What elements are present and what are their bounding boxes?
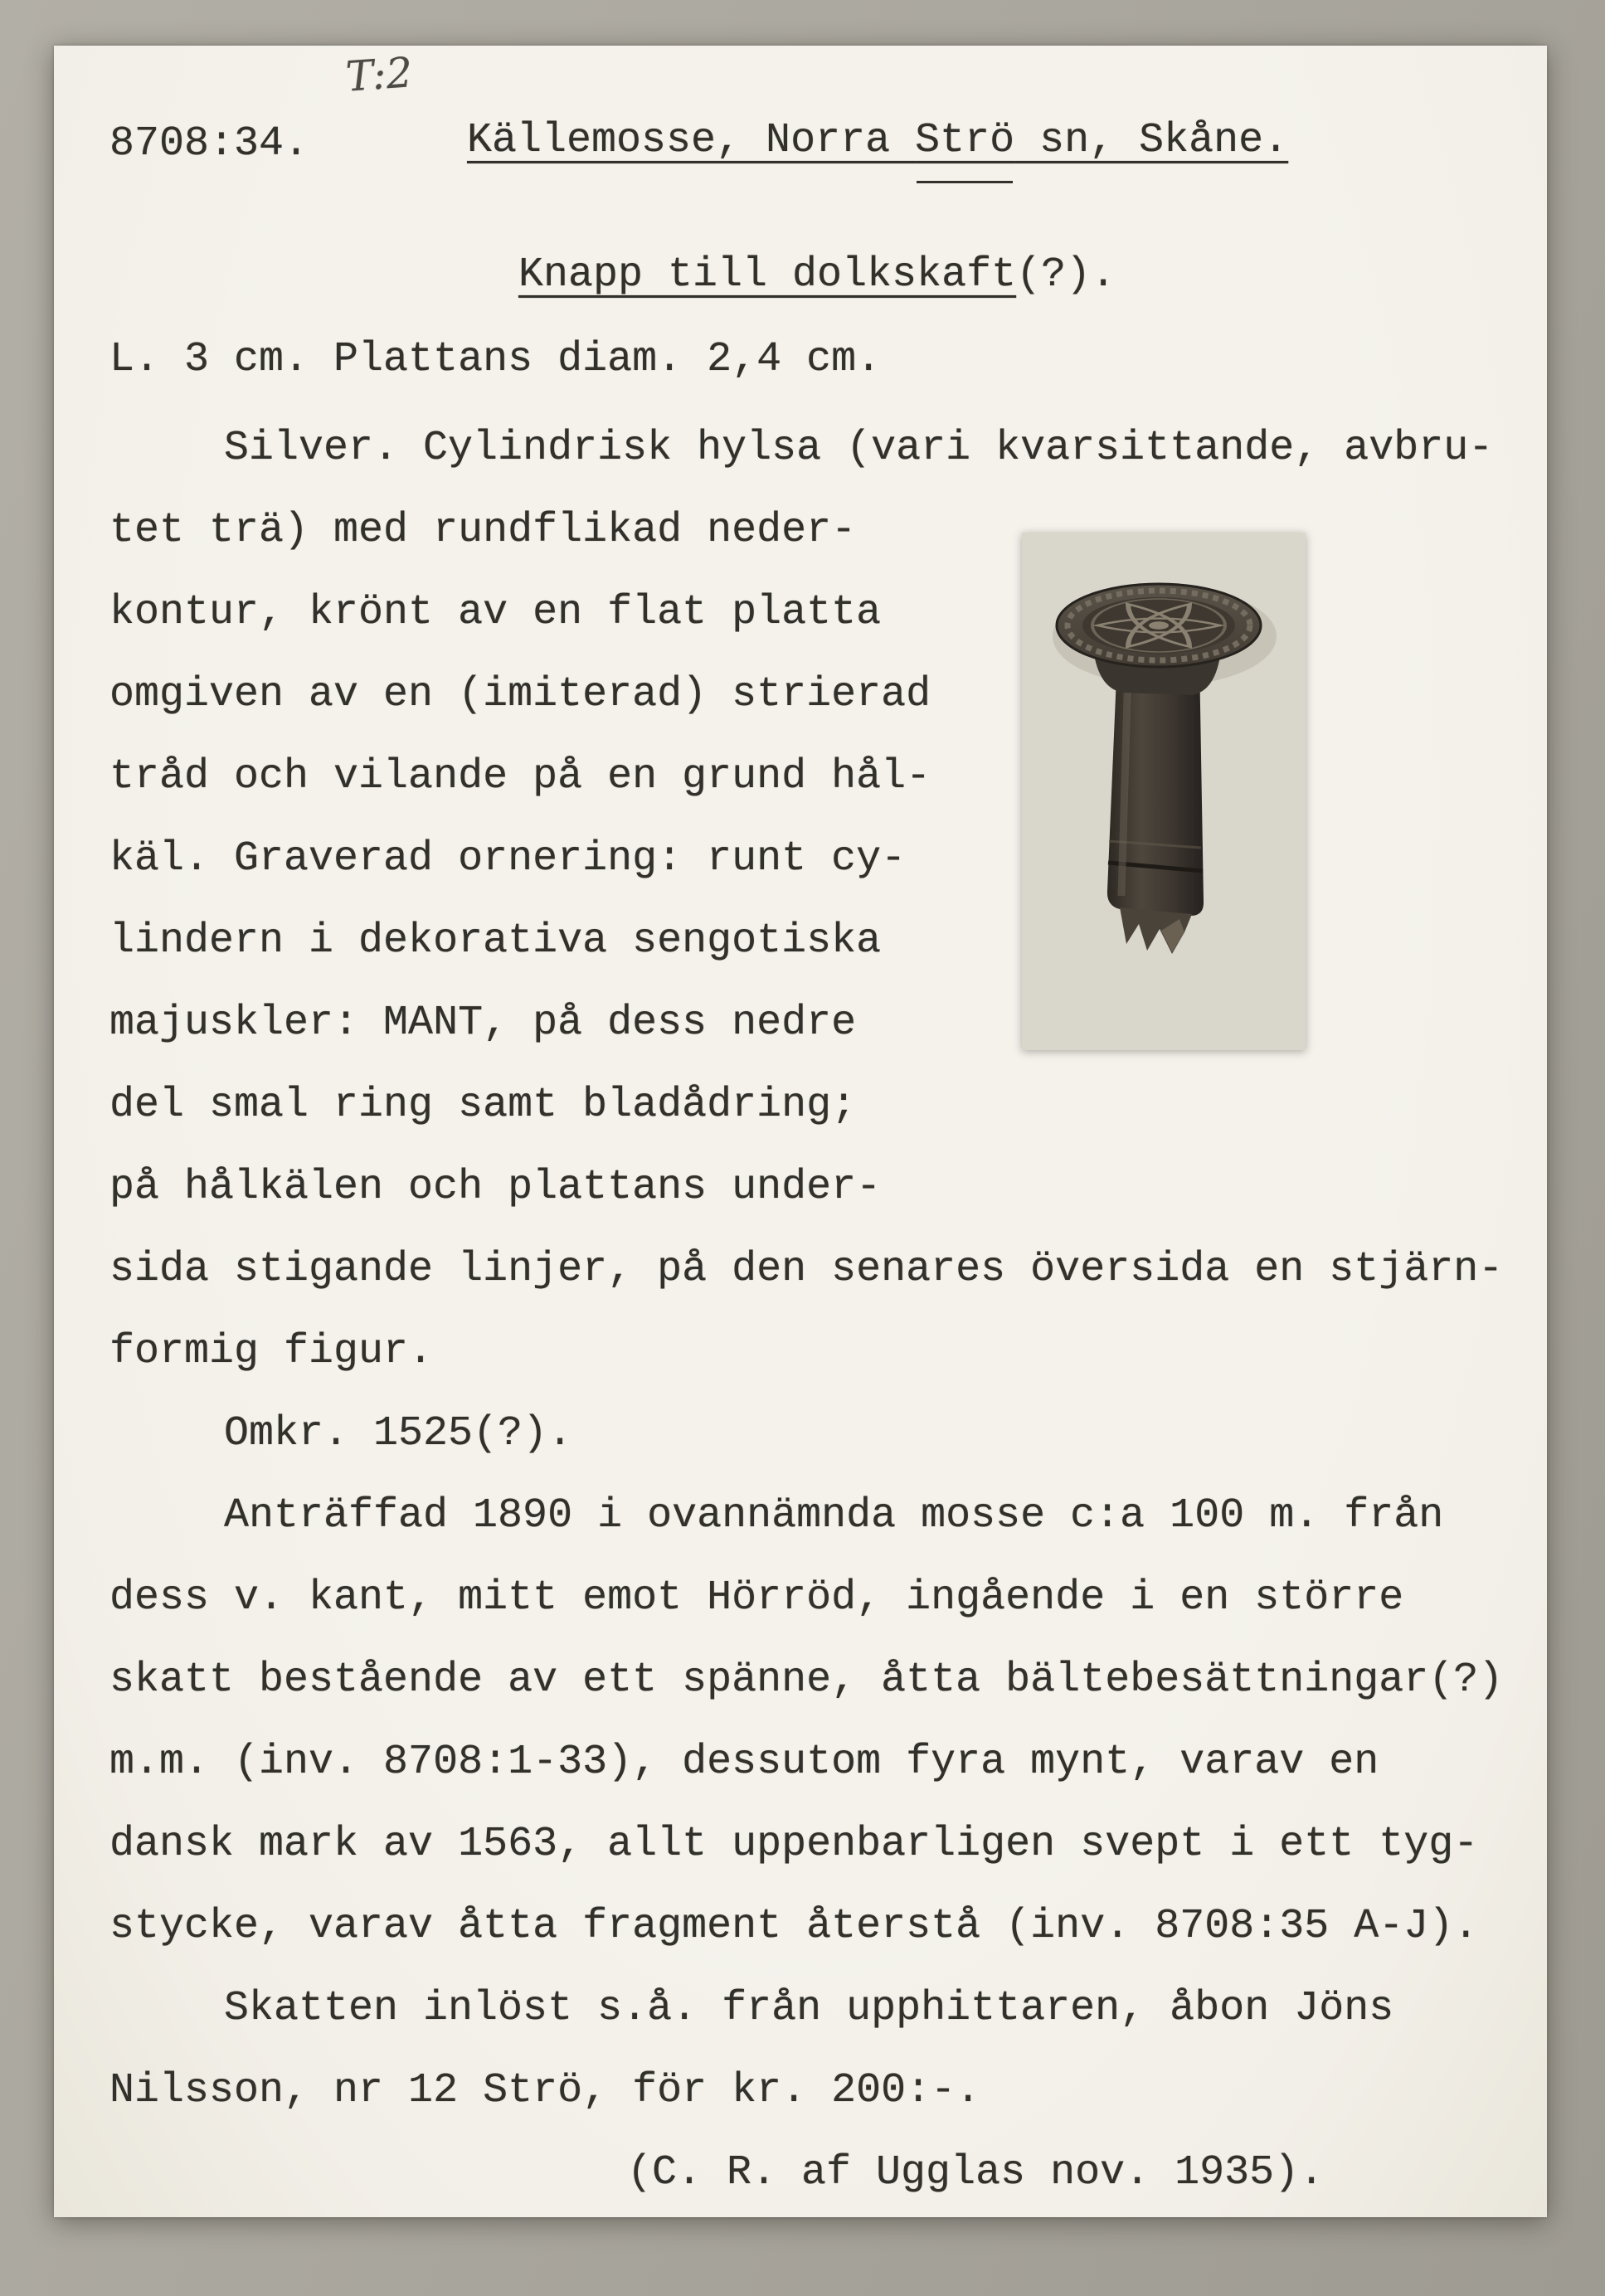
body-line: skatt bestående av ett spänne, åtta bältebesättningar(?) <box>109 1656 1504 1704</box>
body-line: tråd och vilande på en grund hål- <box>109 753 931 800</box>
body-line: lindern i dekorativa sengotiska <box>109 917 882 965</box>
body-line: del smal ring samt bladådring; <box>109 1082 857 1129</box>
body-line: dansk mark av 1563, allt uppenbarligen svept i ett tyg- <box>109 1821 1479 1868</box>
body-line: formig figur. <box>109 1328 434 1375</box>
body-line: Silver. Cylindrisk hylsa (vari kvarsittande, avbru- <box>224 425 1494 472</box>
body-line: Skatten inlöst s.å. från upphittaren, åbon Jöns <box>224 1985 1394 2032</box>
body-line: Nilsson, nr 12 Strö, för kr. 200:-. <box>109 2067 981 2114</box>
body-line: Anträffad 1890 i ovannämnda mosse c:a 100 m. från <box>224 1492 1444 1540</box>
body-line: omgiven av en (imiterad) strierad <box>109 671 931 718</box>
body-line: dess v. kant, mitt emot Hörröd, ingående i en större <box>109 1574 1404 1622</box>
body-line: tet trä) med rundflikad neder- <box>109 507 857 554</box>
body-line: majuskler: MANT, på dess nedre <box>109 1000 857 1047</box>
measurements-line: L. 3 cm. Plattans diam. 2,4 cm. <box>109 336 882 383</box>
attribution-line: (C. R. af Ugglas nov. 1935). <box>627 2149 1325 2196</box>
body-line: stycke, varav åtta fragment återstå (inv. 8708:35 A-J). <box>109 1903 1479 1950</box>
object-title-suffix: (?). <box>1016 251 1116 299</box>
body-line: kontur, krönt av en flat platta <box>109 589 882 636</box>
body-line: käl. Graverad ornering: runt cy- <box>109 835 907 883</box>
object-title-underlined: Knapp till dolkskaft <box>518 251 1017 299</box>
body-line: m.m. (inv. 8708:1-33), dessutom fyra mynt, varav en <box>109 1739 1379 1786</box>
title-emphasized: Strö <box>915 117 1015 164</box>
body-line: på hålkälen och plattans under- <box>109 1164 882 1211</box>
handwritten-annotation: T:2 <box>344 48 415 101</box>
body-text <box>109 407 1536 2214</box>
page-title <box>467 117 1288 164</box>
title-pre: Källemosse, Norra <box>467 117 916 164</box>
body-line: Omkr. 1525(?). <box>224 1410 573 1457</box>
body-line: sida stigande linjer, på den senares översida en stjärn- <box>109 1246 1504 1293</box>
title-post: sn, Skåne. <box>1014 117 1289 164</box>
object-title <box>518 251 1116 299</box>
catalog-number: 8708:34. <box>109 120 309 168</box>
catalog-card <box>54 46 1547 2217</box>
